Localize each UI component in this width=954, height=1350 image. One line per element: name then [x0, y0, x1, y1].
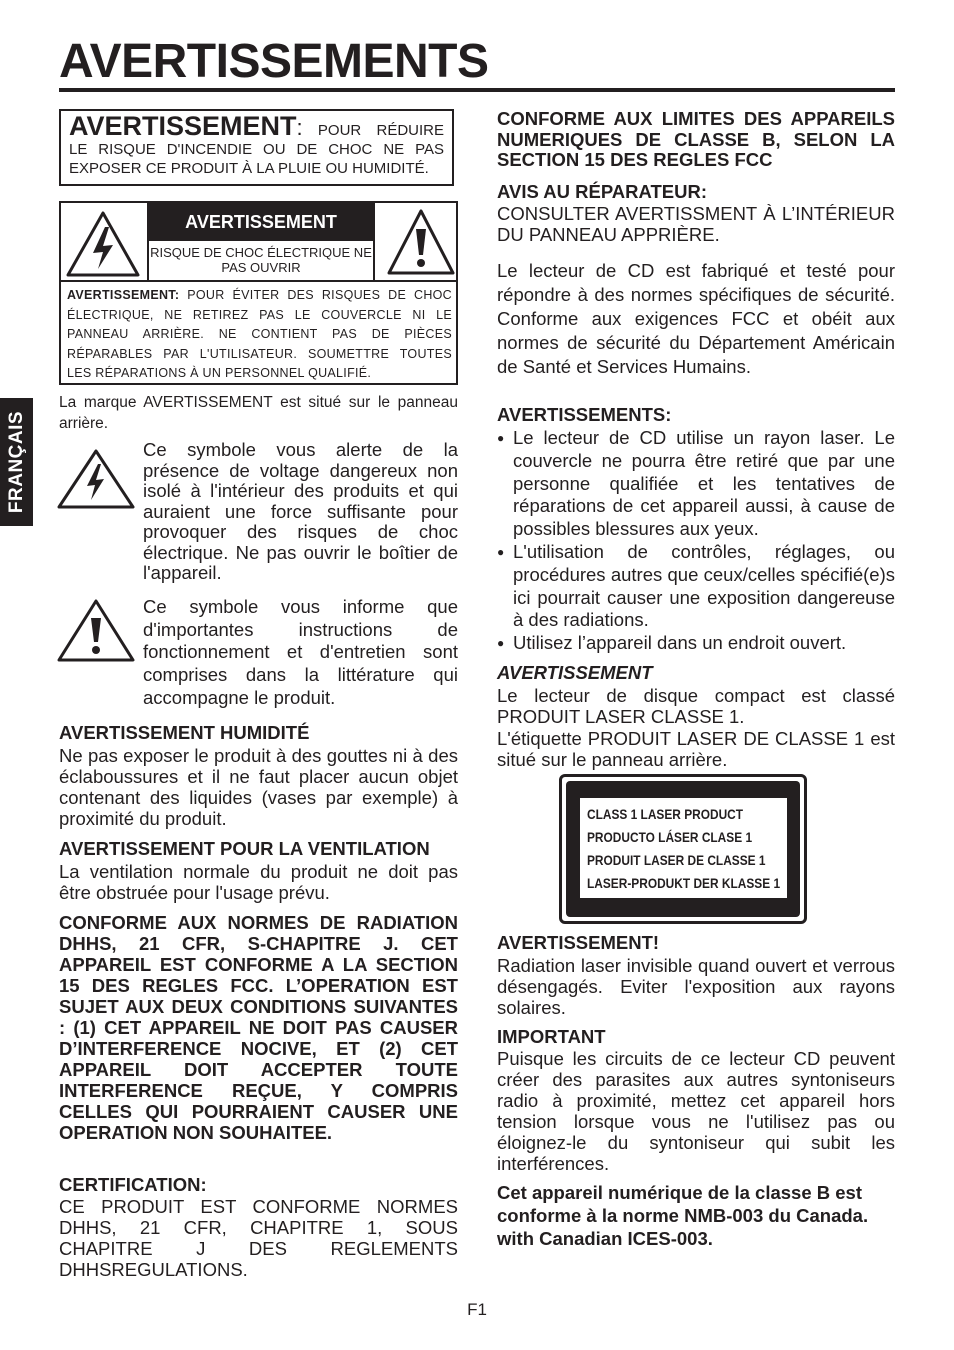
warning-box — [59, 109, 454, 186]
radiation-heading: AVERTISSEMENT! — [497, 932, 660, 953]
caution-small-text: RISQUE DE CHOC ÉLECTRIQUE NE PAS OUVRIR — [150, 245, 372, 275]
dhhs-text: CONFORME AUX NORMES DE RADIATION DHHS, 21 CFR, S-CHAPITRE J. CET APPAREIL EST CONFORME A LA SECTION 15 DES REGLES FCC. L’OPERATION EST SUJET AUX DEUX CONDITIONS SUIVANTES : (1) CET APPAREIL NE DOIT PAS CAUSER D’INTERFERENCE NOCIVE, ET (2) CET APPAREIL DOIT ACCEPTER TOUTE INTERFERENCE REÇUE, Y COMPRIS CELLES QUI POURRAIENT CAUSER UNE OPERATION NON SOUHAITEE. — [59, 912, 458, 1143]
marque-text: La marque AVERTISSEMENT est situé sur le panneau arrière. — [59, 394, 458, 432]
caution-divider — [61, 280, 456, 282]
language-tab — [0, 398, 33, 526]
warning-heading-colon: : — [296, 115, 303, 140]
symbol1-text: Ce symbole vous alerte de la présence de voltage dangereux non isolé à l'intérieur des produits et qui auraient une force suffisante pour provoquer des risques de choc électrique. Ne pas ouvrir le boîtier de l'appareil. — [143, 439, 458, 583]
warning-heading: AVERTISSEMENT — [69, 111, 297, 141]
laser-text-1: Le lecteur de disque compact est classé PRODUIT LASER CLASSE 1. — [497, 685, 895, 727]
humidite-text: Ne pas exposer le produit à des gouttes ni à des éclaboussures et il ne faut placer aucun objet contenant des liquides (vases par exemple) à proximité du produit. — [59, 745, 458, 829]
fcc-heading: CONFORME AUX LIMITES DES APPAREILS NUMERIQUES DE CLASSE B, SELON LA SECTION 15 DES REGLES FCC — [497, 108, 895, 170]
avertissement-italic-heading: AVERTISSEMENT — [497, 662, 653, 683]
lecteur-text: Le lecteur de CD est fabriqué et testé pour répondre à des normes spécifiques de sécurité. Conforme aux exigences FCC et obéit aux normes de sécurité du Département Américain de Santé et Services Humains. — [497, 260, 895, 377]
caution-label — [59, 201, 458, 385]
radiation-text: Radiation laser invisible quand ouvert et verrous désengagés. Eviter l'exposition aux rayons solaires. — [497, 955, 895, 1018]
important-heading: IMPORTANT — [497, 1026, 606, 1047]
laser-label-line: PRODUIT LASER DE CLASSE 1 — [587, 852, 766, 868]
caution-body-text: POUR ÉVITER DES RISQUES DE CHOC ÉLECTRIQUE, NE RETIREZ PAS LE COUVERCLE NI LE PANNEAU ARRIÈRE. NE CONTIENT PAS DE PIÈCES RÉPARABLES PAR L'UTILISATEUR. SOUMETTRE TOUTES LES RÉPARATIONS À UN PERSONNEL QUALIFIÉ. — [67, 288, 452, 380]
caution-bar: AVERTISSEMENT — [149, 203, 373, 241]
caution-center — [147, 203, 375, 280]
certification-text: CE PRODUIT EST CONFORME NORMES DHHS, 21 CFR, CHAPITRE 1, SOUS CHAPITRE J DES REGLEMENTS DHHSREGULATIONS. — [59, 1196, 458, 1280]
laser-label-line: LASER-PRODUKT DER KLASSE 1 — [587, 875, 781, 891]
reparateur-text: CONSULTER AVERTISSMENT À L’INTÉRIEUR DU PANNEAU APPRIÈRE. — [497, 203, 895, 245]
certification-heading: CERTIFICATION: — [59, 1174, 207, 1195]
canada-text: Cet appareil numérique de la classe B est conforme à la norme NMB-003 du Canada. with Canadian ICES-003. — [497, 1182, 869, 1249]
avertissements-list — [497, 427, 895, 655]
humidite-heading: AVERTISSEMENT HUMIDITÉ — [59, 722, 310, 743]
laser-text-2: L'étiquette PRODUIT LASER DE CLASSE 1 est situé sur le panneau arrière. — [497, 728, 895, 770]
lightning-warning-icon — [65, 209, 141, 279]
list-item: ● Utilisez l’appareil dans un endroit ouvert. — [497, 632, 895, 655]
lightning-symbol-icon — [56, 448, 136, 510]
exclamation-symbol-icon — [56, 598, 136, 664]
laser-label-line: PRODUCTO LÁSER CLASE 1 — [587, 829, 753, 845]
caution-body-bold: AVERTISSEMENT: — [67, 288, 180, 302]
page-title: AVERTISSEMENTS — [59, 35, 489, 88]
title-rule — [59, 88, 895, 92]
avertissements-heading: AVERTISSEMENTS: — [497, 404, 672, 425]
ventilation-text: La ventilation normale du produit ne doit pas être obstruée pour l'usage prévu. — [59, 861, 458, 903]
symbol2-text: Ce symbole vous informe que d'importantes instructions de fonctionnement et d'entretien sont comprises dans la littérature qui accompagne le produit. — [143, 596, 458, 708]
exclamation-warning-icon — [386, 207, 456, 277]
language-tab-label: FRANÇAIS — [5, 410, 27, 514]
list-item: ● L'utilisation de contrôles, réglages, ou procédures autres que ceux/celles spécifié(e)s ici pourrait causer une exposition dangereuse à des radiations. — [497, 541, 895, 632]
laser-label — [580, 798, 787, 898]
laser-label-line: CLASS 1 LASER PRODUCT — [587, 806, 744, 822]
page-number: F1 — [467, 1300, 487, 1319]
caution-body — [67, 286, 452, 384]
ventilation-heading: AVERTISSEMENT POUR LA VENTILATION — [59, 838, 430, 859]
warning-text: POUR RÉDUIRE LE RISQUE D'INCENDIE OU DE CHOC NE PAS EXPOSER CE PRODUIT À LA PLUIE OU HUMIDITÉ. — [69, 122, 444, 177]
reparateur-heading: AVIS AU RÉPARATEUR: — [497, 181, 708, 202]
important-text: Puisque les circuits de ce lecteur CD peuvent créer des parasites aux autres syntoniseurs radio à proximité, mettez cet appareil hors tension lorsque vous ne l'utilisez pas ou éloignez-le du syntoniseur qui subit les interférences. — [497, 1048, 895, 1174]
list-item: ● Le lecteur de CD utilise un rayon laser. Le couvercle ne pourra être retiré que par une personne qualifiée et les tentatives de réparations de cet appareil aussi, à cause de possibles blessures aux yeux. — [497, 427, 895, 541]
